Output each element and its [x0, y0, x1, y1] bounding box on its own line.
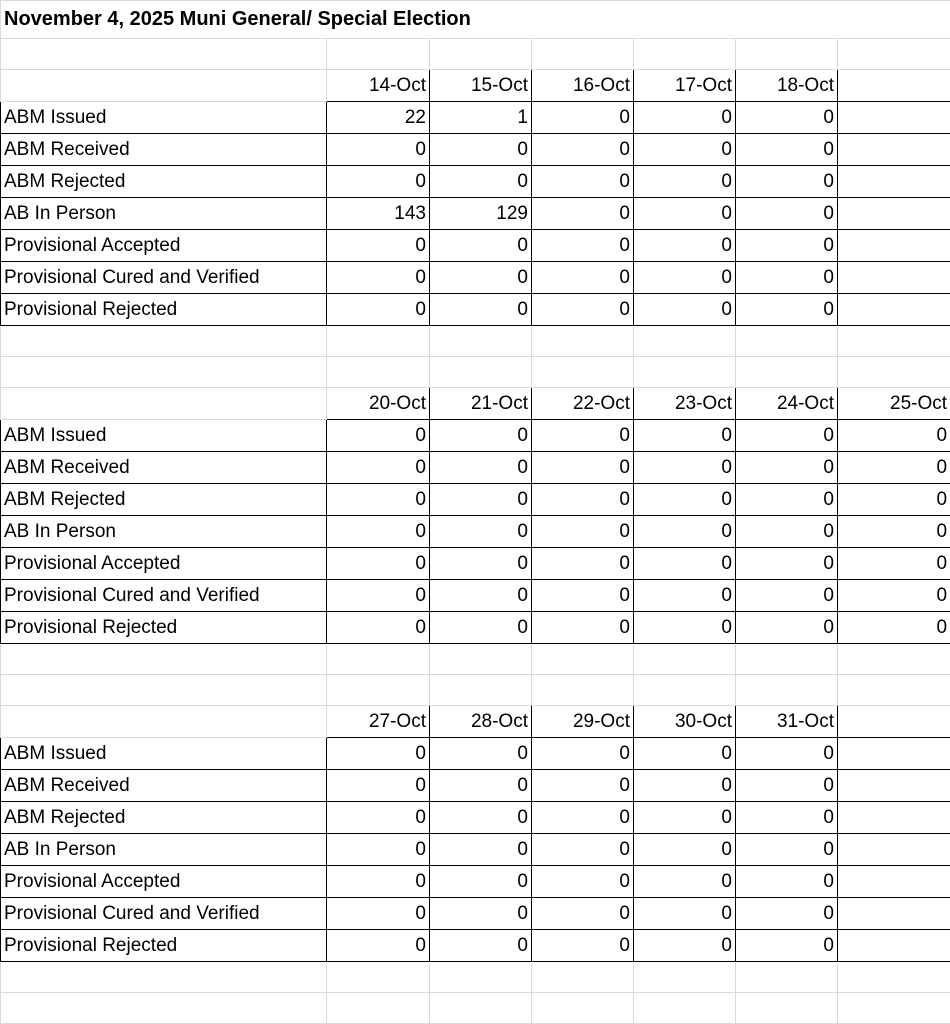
value-cell[interactable]: 0 — [736, 452, 838, 484]
empty-cell[interactable] — [838, 930, 950, 962]
value-cell[interactable]: 0 — [327, 770, 430, 802]
value-cell[interactable]: 0 — [736, 484, 838, 516]
data-row — [1, 612, 950, 644]
value-cell[interactable]: 0 — [736, 898, 838, 930]
value-cell[interactable]: 0 — [736, 198, 838, 230]
value-cell[interactable]: 0 — [327, 738, 430, 770]
empty-cell[interactable] — [838, 675, 950, 706]
row-label-cell[interactable]: Provisional Rejected — [1, 930, 327, 962]
value-cell[interactable]: 0 — [430, 262, 532, 294]
value-cell[interactable]: 0 — [736, 802, 838, 834]
empty-cell[interactable] — [327, 39, 430, 70]
value-cell[interactable]: 0 — [634, 452, 736, 484]
row-label-cell[interactable]: AB In Person — [1, 198, 327, 230]
sheet-title-cell[interactable] — [1, 1, 950, 39]
date-header-cell[interactable]: 16-Oct — [532, 70, 634, 102]
row-label-cell[interactable]: ABM Rejected — [1, 166, 327, 198]
blank-row — [1, 993, 950, 1024]
title-row — [1, 1, 950, 39]
value-cell[interactable]: 22 — [327, 102, 430, 134]
date-header-cell[interactable]: 31-Oct — [736, 706, 838, 738]
row-label-cell[interactable]: ABM Issued — [1, 420, 327, 452]
row-label-cell[interactable]: ABM Received — [1, 134, 327, 166]
date-header-cell[interactable]: 23-Oct — [634, 388, 736, 420]
value-cell[interactable]: 0 — [634, 802, 736, 834]
empty-cell[interactable] — [736, 675, 838, 706]
value-cell[interactable]: 0 — [532, 834, 634, 866]
value-cell[interactable]: 0 — [327, 230, 430, 262]
value-cell[interactable]: 0 — [430, 230, 532, 262]
date-header-cell[interactable]: 27-Oct — [327, 706, 430, 738]
empty-cell[interactable] — [838, 357, 950, 388]
empty-cell[interactable] — [736, 993, 838, 1024]
empty-cell[interactable] — [532, 326, 634, 357]
value-cell[interactable]: 129 — [430, 198, 532, 230]
date-header-cell[interactable]: 14-Oct — [327, 70, 430, 102]
value-cell[interactable]: 0 — [430, 134, 532, 166]
value-cell[interactable]: 0 — [327, 580, 430, 612]
spacer-row — [1, 39, 950, 70]
value-cell[interactable]: 0 — [430, 516, 532, 548]
empty-cell[interactable] — [1, 993, 327, 1024]
value-cell[interactable]: 0 — [327, 262, 430, 294]
date-header-cell[interactable]: 15-Oct — [430, 70, 532, 102]
value-cell[interactable]: 0 — [736, 930, 838, 962]
empty-cell[interactable] — [838, 898, 950, 930]
value-cell[interactable]: 0 — [634, 420, 736, 452]
empty-cell[interactable] — [327, 675, 430, 706]
empty-cell[interactable] — [838, 198, 950, 230]
value-cell[interactable]: 0 — [838, 580, 950, 612]
value-cell[interactable]: 0 — [736, 294, 838, 326]
data-row — [1, 230, 950, 262]
data-row — [1, 802, 950, 834]
empty-cell[interactable] — [634, 962, 736, 993]
empty-cell[interactable] — [838, 834, 950, 866]
data-row — [1, 294, 950, 326]
value-cell[interactable]: 0 — [532, 738, 634, 770]
data-row — [1, 930, 950, 962]
date-header-cell[interactable]: 28-Oct — [430, 706, 532, 738]
empty-cell[interactable] — [838, 230, 950, 262]
data-row — [1, 516, 950, 548]
value-cell[interactable]: 0 — [838, 420, 950, 452]
value-cell[interactable]: 0 — [532, 262, 634, 294]
data-row — [1, 580, 950, 612]
value-cell[interactable]: 0 — [430, 166, 532, 198]
value-cell[interactable]: 0 — [634, 548, 736, 580]
blank-row — [1, 962, 950, 993]
data-row — [1, 834, 950, 866]
spacer-row — [1, 357, 950, 388]
value-cell[interactable]: 0 — [327, 420, 430, 452]
row-label-cell[interactable]: Provisional Accepted — [1, 230, 327, 262]
empty-cell[interactable] — [1, 962, 327, 993]
value-cell[interactable]: 0 — [532, 580, 634, 612]
date-header-row — [1, 70, 950, 102]
value-cell[interactable]: 0 — [634, 198, 736, 230]
empty-cell[interactable] — [1, 39, 327, 70]
row-label-cell[interactable]: AB In Person — [1, 516, 327, 548]
value-cell[interactable]: 0 — [327, 548, 430, 580]
value-cell[interactable]: 0 — [327, 516, 430, 548]
value-cell[interactable]: 0 — [736, 102, 838, 134]
empty-cell[interactable] — [327, 357, 430, 388]
empty-cell[interactable] — [634, 326, 736, 357]
value-cell[interactable]: 0 — [736, 834, 838, 866]
empty-cell[interactable] — [634, 993, 736, 1024]
value-cell[interactable]: 0 — [736, 770, 838, 802]
value-cell[interactable]: 0 — [430, 738, 532, 770]
empty-cell[interactable] — [838, 738, 950, 770]
value-cell[interactable]: 0 — [327, 452, 430, 484]
data-row — [1, 102, 950, 134]
value-cell[interactable]: 0 — [634, 166, 736, 198]
date-header-cell[interactable]: 22-Oct — [532, 388, 634, 420]
value-cell[interactable]: 0 — [532, 484, 634, 516]
sheet-title: November 4, 2025 Muni General/ Special Election — [4, 8, 471, 30]
value-cell[interactable]: 0 — [327, 930, 430, 962]
date-header-cell[interactable]: 17-Oct — [634, 70, 736, 102]
empty-cell[interactable] — [736, 644, 838, 675]
value-cell[interactable]: 0 — [532, 294, 634, 326]
empty-cell[interactable] — [838, 962, 950, 993]
date-header-cell[interactable]: 18-Oct — [736, 70, 838, 102]
date-header-cell[interactable]: 24-Oct — [736, 388, 838, 420]
value-cell[interactable]: 0 — [430, 580, 532, 612]
value-cell[interactable]: 0 — [430, 802, 532, 834]
empty-cell[interactable] — [430, 357, 532, 388]
empty-cell[interactable] — [838, 644, 950, 675]
empty-cell[interactable] — [1, 644, 327, 675]
value-cell[interactable]: 0 — [838, 484, 950, 516]
row-label-cell[interactable]: Provisional Accepted — [1, 548, 327, 580]
value-cell[interactable]: 0 — [634, 294, 736, 326]
value-cell[interactable]: 0 — [532, 102, 634, 134]
value-cell[interactable]: 0 — [634, 516, 736, 548]
blank-row — [1, 326, 950, 357]
value-cell[interactable]: 0 — [327, 166, 430, 198]
value-cell[interactable]: 0 — [532, 198, 634, 230]
row-label-cell[interactable]: ABM Issued — [1, 738, 327, 770]
empty-cell[interactable] — [532, 39, 634, 70]
corner-cell[interactable] — [1, 70, 327, 102]
row-label-cell[interactable]: ABM Issued — [1, 102, 327, 134]
data-row — [1, 484, 950, 516]
row-label-cell[interactable]: ABM Rejected — [1, 484, 327, 516]
value-cell[interactable]: 0 — [532, 452, 634, 484]
row-label-cell[interactable]: ABM Rejected — [1, 802, 327, 834]
value-cell[interactable]: 0 — [430, 834, 532, 866]
value-cell[interactable]: 0 — [532, 898, 634, 930]
data-row — [1, 198, 950, 230]
value-cell[interactable]: 0 — [430, 930, 532, 962]
value-cell[interactable]: 0 — [736, 738, 838, 770]
data-row — [1, 166, 950, 198]
value-cell[interactable]: 0 — [327, 866, 430, 898]
empty-cell[interactable] — [736, 962, 838, 993]
value-cell[interactable]: 0 — [532, 134, 634, 166]
empty-cell[interactable] — [634, 644, 736, 675]
empty-cell[interactable] — [838, 326, 950, 357]
value-cell[interactable]: 0 — [838, 516, 950, 548]
date-header-cell[interactable]: 30-Oct — [634, 706, 736, 738]
empty-cell[interactable] — [430, 993, 532, 1024]
empty-cell[interactable] — [634, 39, 736, 70]
value-cell[interactable]: 0 — [634, 770, 736, 802]
empty-cell[interactable] — [838, 294, 950, 326]
spacer-row — [1, 675, 950, 706]
value-cell[interactable]: 0 — [430, 898, 532, 930]
value-cell[interactable]: 0 — [634, 102, 736, 134]
value-cell[interactable]: 0 — [430, 548, 532, 580]
value-cell[interactable]: 0 — [634, 738, 736, 770]
value-cell[interactable]: 0 — [736, 548, 838, 580]
empty-cell[interactable] — [838, 706, 950, 738]
empty-cell[interactable] — [327, 644, 430, 675]
value-cell[interactable]: 0 — [532, 230, 634, 262]
empty-cell[interactable] — [838, 70, 950, 102]
value-cell[interactable]: 1 — [430, 102, 532, 134]
empty-cell[interactable] — [634, 675, 736, 706]
value-cell[interactable]: 0 — [736, 580, 838, 612]
date-header-cell[interactable]: 20-Oct — [327, 388, 430, 420]
empty-cell[interactable] — [736, 39, 838, 70]
empty-cell[interactable] — [327, 326, 430, 357]
empty-cell[interactable] — [430, 39, 532, 70]
value-cell[interactable]: 0 — [532, 516, 634, 548]
value-cell[interactable]: 0 — [327, 802, 430, 834]
row-label-cell[interactable]: ABM Received — [1, 770, 327, 802]
value-cell[interactable]: 0 — [430, 612, 532, 644]
value-cell[interactable]: 0 — [327, 484, 430, 516]
value-cell[interactable]: 0 — [634, 484, 736, 516]
empty-cell[interactable] — [327, 993, 430, 1024]
row-label-cell[interactable]: Provisional Cured and Verified — [1, 262, 327, 294]
empty-cell[interactable] — [1, 326, 327, 357]
data-row — [1, 134, 950, 166]
empty-cell[interactable] — [838, 770, 950, 802]
data-row — [1, 898, 950, 930]
date-header-cell[interactable]: 25-Oct — [838, 388, 950, 420]
empty-cell[interactable] — [430, 675, 532, 706]
empty-cell[interactable] — [838, 102, 950, 134]
data-row — [1, 420, 950, 452]
value-cell[interactable]: 0 — [327, 134, 430, 166]
value-cell[interactable]: 0 — [736, 866, 838, 898]
empty-cell[interactable] — [532, 357, 634, 388]
corner-cell[interactable] — [1, 388, 327, 420]
value-cell[interactable]: 0 — [532, 770, 634, 802]
data-row — [1, 866, 950, 898]
empty-cell[interactable] — [532, 675, 634, 706]
value-cell[interactable]: 0 — [532, 420, 634, 452]
data-row — [1, 738, 950, 770]
row-label-cell[interactable]: ABM Received — [1, 452, 327, 484]
data-row — [1, 770, 950, 802]
value-cell[interactable]: 0 — [736, 134, 838, 166]
value-cell[interactable]: 0 — [327, 294, 430, 326]
value-cell[interactable]: 0 — [736, 516, 838, 548]
empty-cell[interactable] — [838, 39, 950, 70]
empty-cell[interactable] — [430, 962, 532, 993]
empty-cell[interactable] — [1, 675, 327, 706]
value-cell[interactable]: 0 — [532, 802, 634, 834]
empty-cell[interactable] — [838, 993, 950, 1024]
value-cell[interactable]: 0 — [532, 930, 634, 962]
value-cell[interactable]: 0 — [532, 612, 634, 644]
value-cell[interactable]: 0 — [634, 262, 736, 294]
value-cell[interactable]: 0 — [838, 612, 950, 644]
empty-cell[interactable] — [838, 866, 950, 898]
value-cell[interactable]: 0 — [430, 294, 532, 326]
value-cell[interactable]: 0 — [736, 166, 838, 198]
date-header-cell[interactable]: 29-Oct — [532, 706, 634, 738]
row-label-cell[interactable]: Provisional Rejected — [1, 612, 327, 644]
empty-cell[interactable] — [634, 357, 736, 388]
value-cell[interactable]: 0 — [532, 866, 634, 898]
value-cell[interactable]: 0 — [634, 134, 736, 166]
empty-cell[interactable] — [532, 993, 634, 1024]
value-cell[interactable]: 0 — [634, 834, 736, 866]
row-label-cell[interactable]: Provisional Cured and Verified — [1, 580, 327, 612]
value-cell[interactable]: 0 — [634, 898, 736, 930]
value-cell[interactable]: 0 — [430, 866, 532, 898]
row-label-cell[interactable]: Provisional Accepted — [1, 866, 327, 898]
empty-cell[interactable] — [532, 962, 634, 993]
data-row — [1, 548, 950, 580]
value-cell[interactable]: 0 — [634, 580, 736, 612]
value-cell[interactable]: 0 — [736, 262, 838, 294]
empty-cell[interactable] — [532, 644, 634, 675]
value-cell[interactable]: 0 — [327, 612, 430, 644]
empty-cell[interactable] — [736, 326, 838, 357]
value-cell[interactable]: 0 — [430, 484, 532, 516]
empty-cell[interactable] — [430, 326, 532, 357]
blank-row — [1, 644, 950, 675]
value-cell[interactable]: 0 — [430, 452, 532, 484]
value-cell[interactable]: 0 — [532, 548, 634, 580]
value-cell[interactable]: 0 — [634, 230, 736, 262]
empty-cell[interactable] — [430, 644, 532, 675]
row-label-cell[interactable]: Provisional Rejected — [1, 294, 327, 326]
value-cell[interactable]: 0 — [634, 866, 736, 898]
value-cell[interactable]: 0 — [634, 612, 736, 644]
value-cell[interactable]: 0 — [327, 898, 430, 930]
value-cell[interactable]: 0 — [634, 930, 736, 962]
empty-cell[interactable] — [838, 134, 950, 166]
corner-cell[interactable] — [1, 706, 327, 738]
value-cell[interactable]: 0 — [430, 420, 532, 452]
data-row — [1, 452, 950, 484]
empty-cell[interactable] — [838, 262, 950, 294]
empty-cell[interactable] — [838, 802, 950, 834]
value-cell[interactable]: 0 — [838, 548, 950, 580]
date-header-row — [1, 706, 950, 738]
value-cell[interactable]: 0 — [736, 230, 838, 262]
date-header-cell[interactable]: 21-Oct — [430, 388, 532, 420]
row-label-cell[interactable]: AB In Person — [1, 834, 327, 866]
value-cell[interactable]: 0 — [838, 452, 950, 484]
value-cell[interactable]: 0 — [327, 834, 430, 866]
value-cell[interactable]: 0 — [736, 612, 838, 644]
value-cell[interactable]: 143 — [327, 198, 430, 230]
data-row — [1, 262, 950, 294]
empty-cell[interactable] — [327, 962, 430, 993]
value-cell[interactable]: 0 — [736, 420, 838, 452]
empty-cell[interactable] — [1, 357, 327, 388]
empty-cell[interactable] — [736, 357, 838, 388]
value-cell[interactable]: 0 — [532, 166, 634, 198]
value-cell[interactable]: 0 — [430, 770, 532, 802]
empty-cell[interactable] — [838, 166, 950, 198]
row-label-cell[interactable]: Provisional Cured and Verified — [1, 898, 327, 930]
date-header-row — [1, 388, 950, 420]
